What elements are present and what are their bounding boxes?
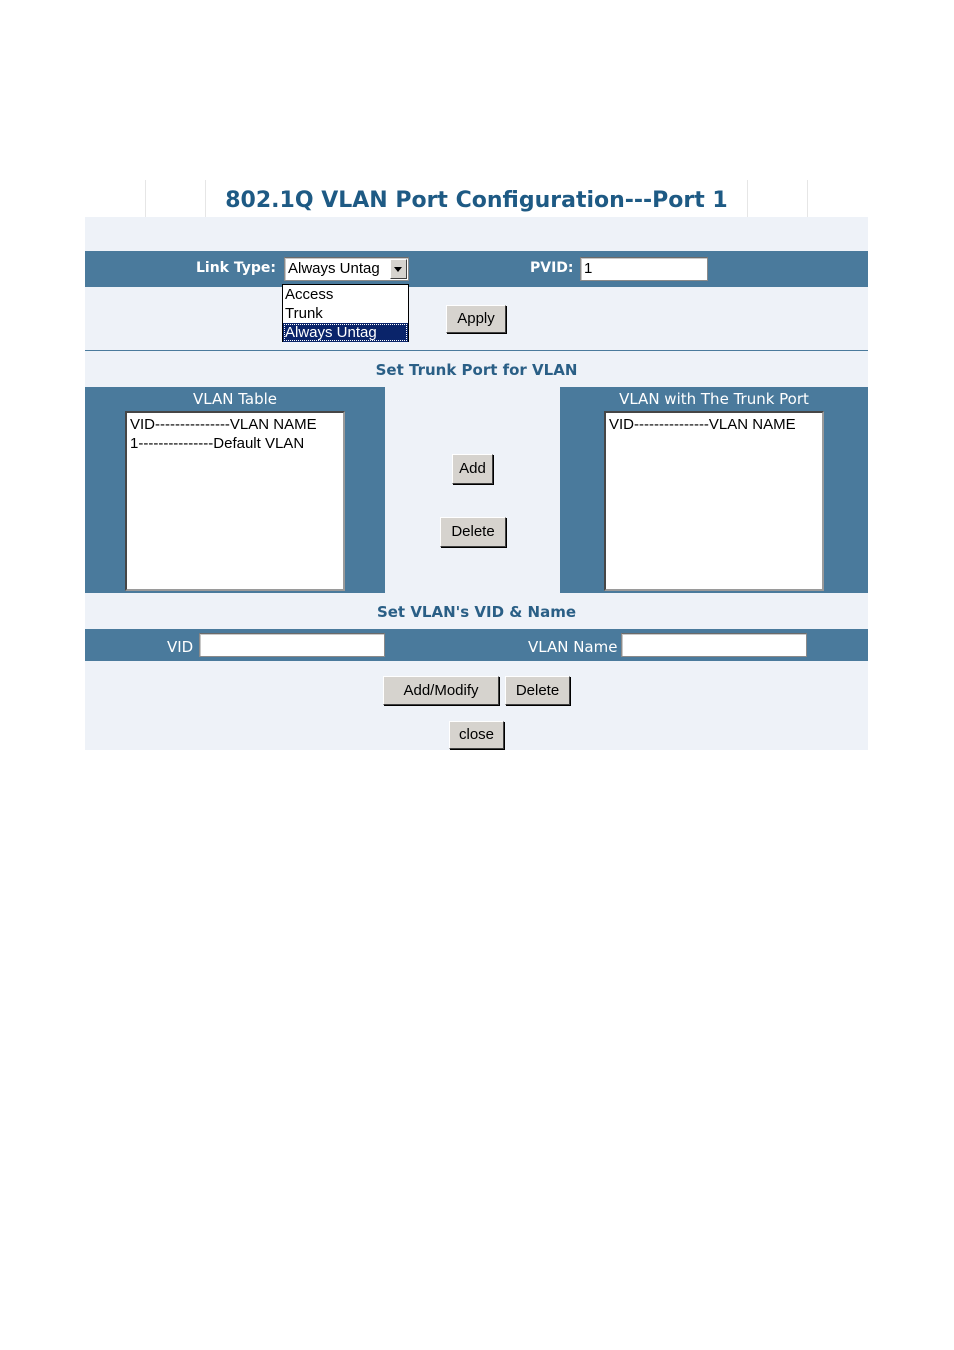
vlan-port-config-panel bbox=[85, 180, 868, 750]
page-title: 802.1Q VLAN Port Configuration---Port 1 bbox=[225, 188, 728, 213]
close-button[interactable]: close bbox=[449, 721, 504, 749]
vid-name-bar bbox=[85, 629, 868, 661]
link-type-dropdown-list bbox=[282, 284, 409, 342]
vlan-table-block bbox=[85, 387, 385, 593]
add-modify-button[interactable]: Add/Modify bbox=[383, 676, 499, 705]
trunk-section-title: Set Trunk Port for VLAN bbox=[375, 361, 578, 379]
vid-input[interactable] bbox=[199, 633, 385, 657]
vlan-table-list[interactable] bbox=[125, 411, 345, 591]
list-item[interactable]: 1---------------Default VLAN bbox=[130, 435, 305, 452]
link-type-bar bbox=[85, 251, 868, 287]
vid-section-title: Set VLAN's VID & Name bbox=[376, 603, 577, 621]
trunk-vlan-list[interactable] bbox=[604, 411, 824, 591]
link-type-label: Link Type: bbox=[196, 260, 277, 276]
vlan-table-header: VLAN Table bbox=[192, 390, 277, 408]
divider bbox=[85, 350, 868, 351]
apply-button[interactable]: Apply bbox=[446, 305, 506, 333]
link-type-option-access[interactable]: Access bbox=[285, 286, 334, 303]
chevron-down-icon[interactable] bbox=[390, 259, 407, 279]
title-row bbox=[85, 180, 868, 217]
pvid-input[interactable]: 1 bbox=[580, 257, 708, 281]
trunk-table-header: VLAN with The Trunk Port bbox=[619, 390, 809, 408]
link-type-option-always-untag[interactable]: Always Untag bbox=[283, 323, 408, 342]
vlan-name-input[interactable] bbox=[621, 633, 807, 657]
link-type-select[interactable] bbox=[284, 257, 409, 281]
delete-vlan-button[interactable]: Delete bbox=[505, 676, 570, 705]
list-item[interactable]: VID---------------VLAN NAME bbox=[609, 416, 796, 433]
pvid-label: PVID: bbox=[530, 260, 574, 276]
add-button[interactable]: Add bbox=[452, 454, 493, 484]
list-item[interactable]: VID---------------VLAN NAME bbox=[130, 416, 317, 433]
trunk-vlan-block bbox=[560, 387, 868, 593]
delete-trunk-button[interactable]: Delete bbox=[440, 517, 506, 547]
vlan-name-label: VLAN Name bbox=[528, 638, 618, 656]
link-type-selected: Always Untag bbox=[288, 260, 380, 277]
link-type-option-trunk[interactable]: Trunk bbox=[285, 305, 323, 322]
vid-label: VID bbox=[167, 638, 194, 656]
